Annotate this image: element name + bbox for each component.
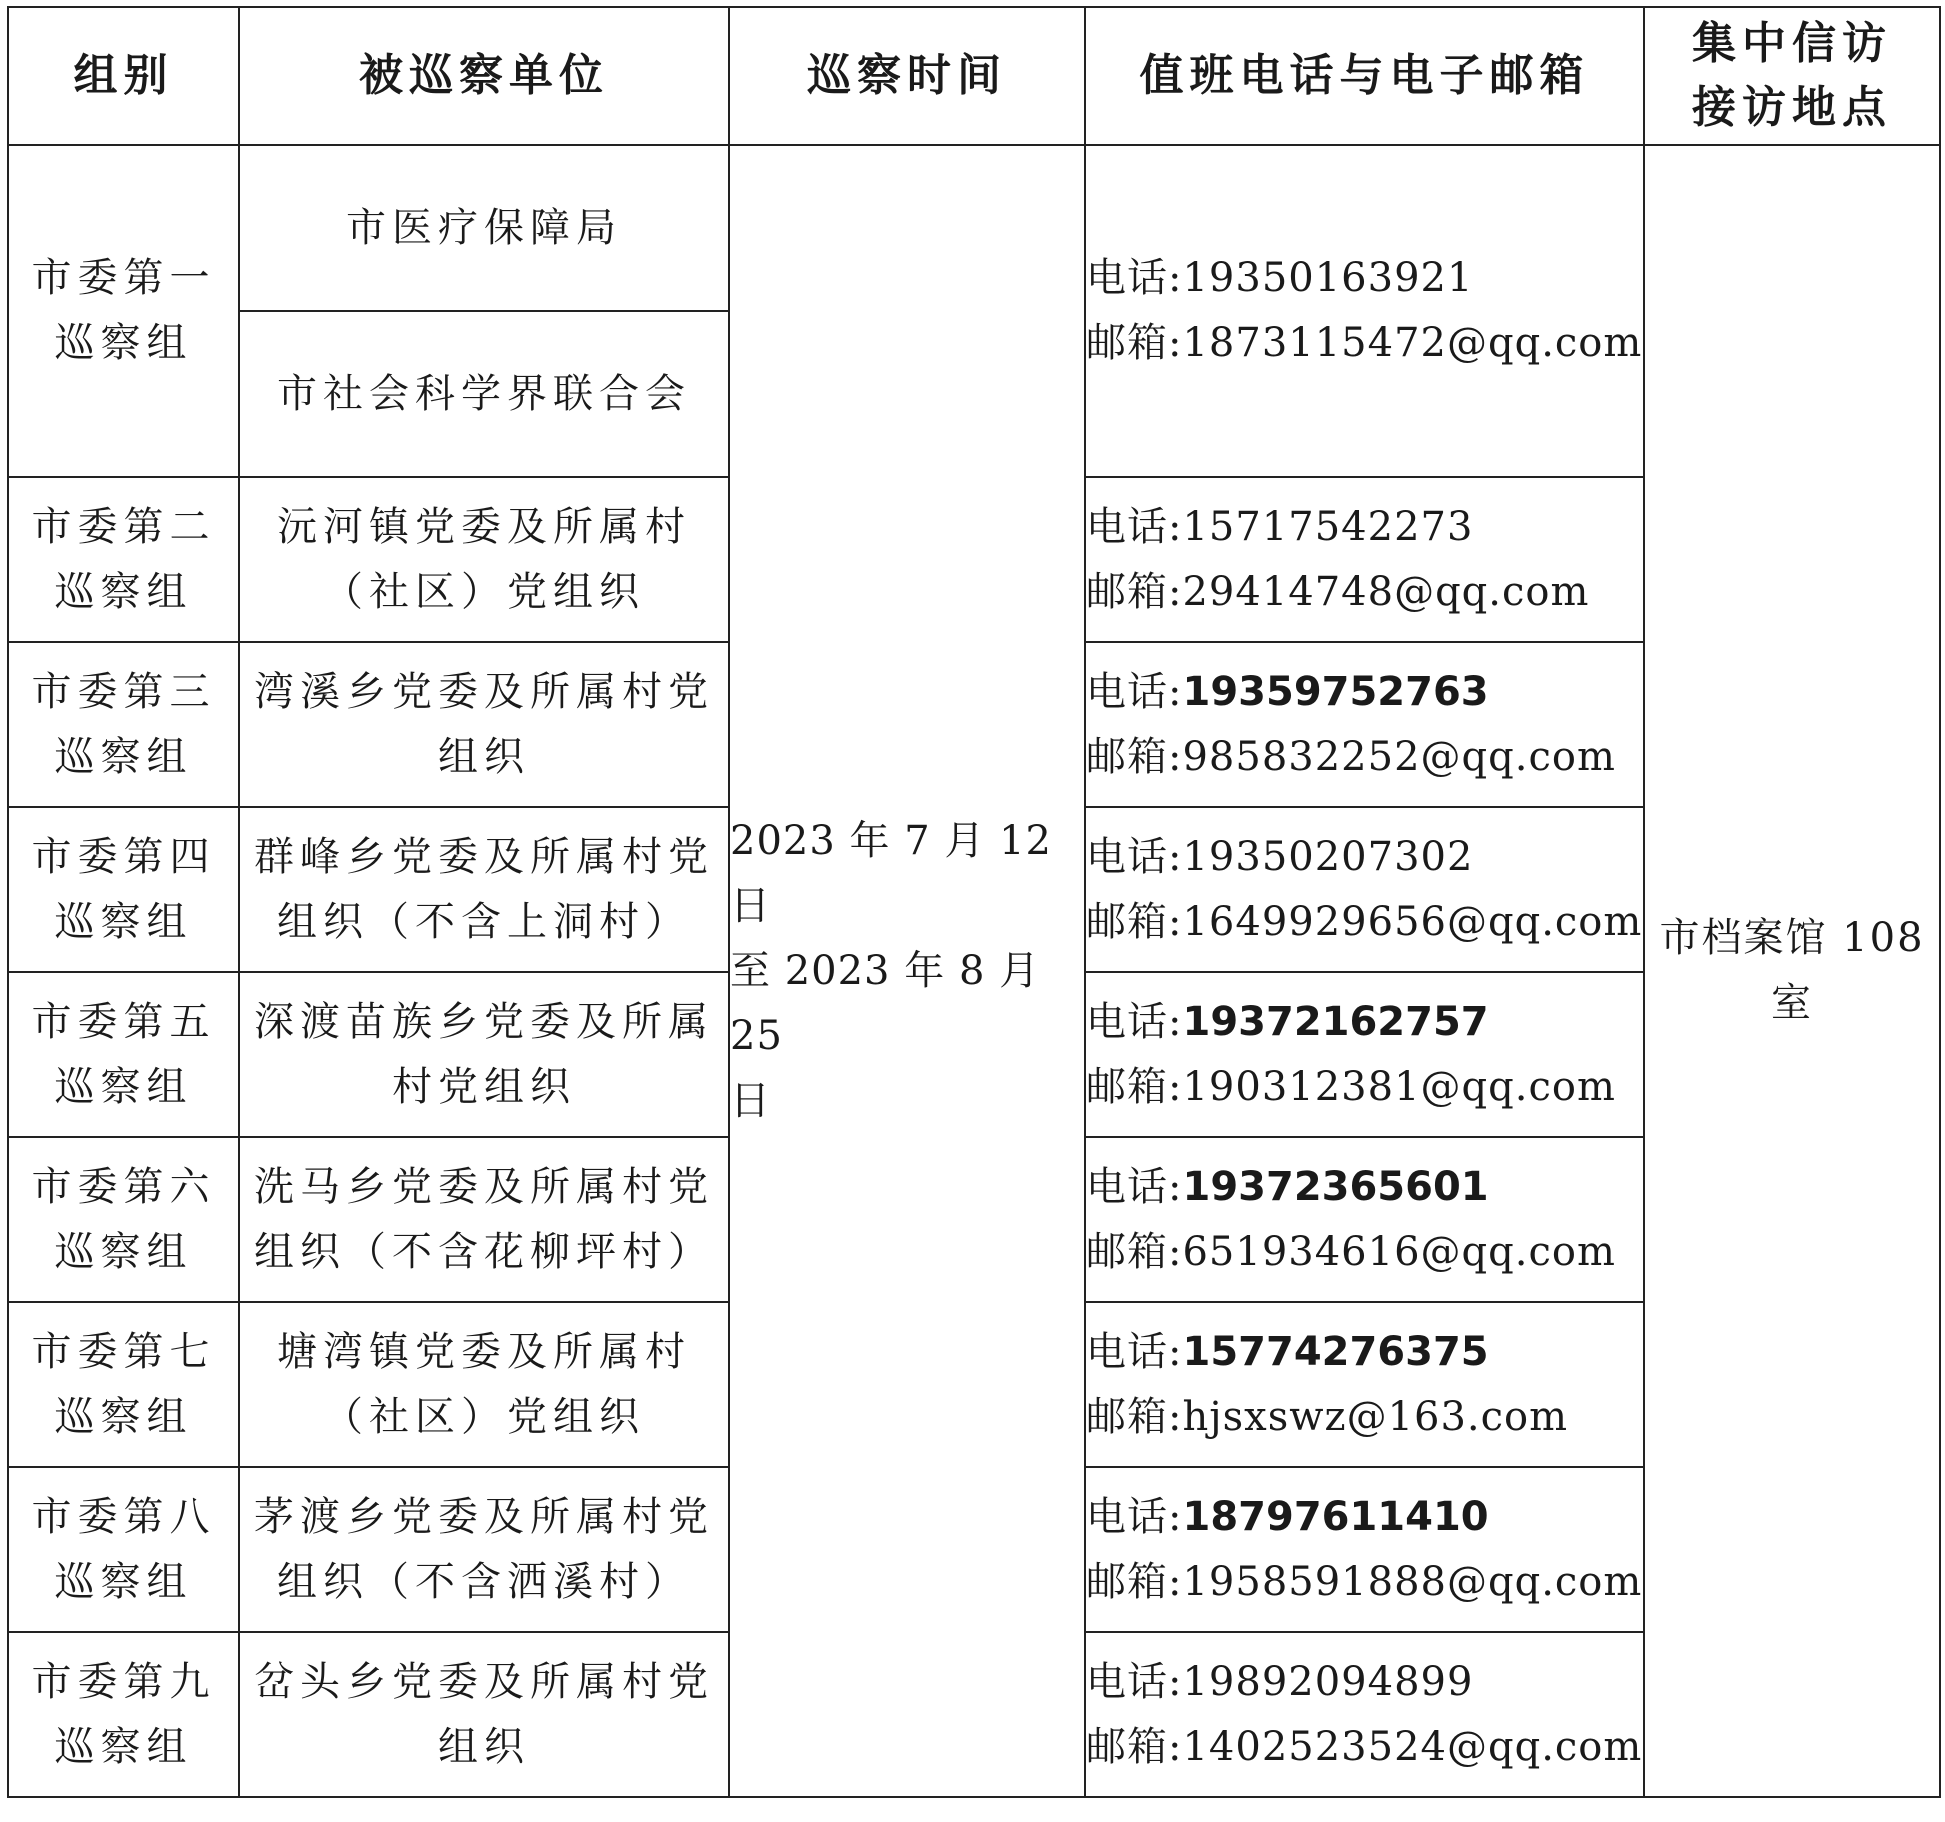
phone-number: 19892094899: [1182, 1658, 1474, 1705]
email-address: 1873115472@qq.com: [1182, 320, 1643, 366]
email-address: 1958591888@qq.com: [1182, 1558, 1643, 1605]
inspection-time-cell: [729, 145, 1085, 1797]
location-line1: 市档案馆 108: [1659, 915, 1925, 961]
group-name-cell: 市委第七 巡察组: [8, 1302, 239, 1467]
group-name-cell: 市委第三 巡察组: [8, 642, 239, 807]
table-row: [8, 145, 1940, 311]
phone-number: 19372365601: [1182, 1163, 1489, 1210]
phone-number: 18797611410: [1182, 1493, 1489, 1540]
unit-cell: 岔头乡党委及所属村党 组织: [239, 1632, 729, 1797]
unit-cell: 洗马乡党委及所属村党 组织（不含花柳坪村）: [239, 1137, 729, 1302]
header-unit: 被巡察单位: [239, 7, 729, 145]
group-name-line1: 市委第一: [31, 255, 216, 301]
contact-cell: [1085, 145, 1644, 477]
phone-line: 电话:19350163921: [1086, 255, 1474, 301]
email-address: 985832252@qq.com: [1182, 733, 1616, 780]
unit-cell: 市医疗保障局: [239, 145, 729, 311]
group-name-cell: 市委第九 巡察组: [8, 1632, 239, 1797]
inspection-schedule-table: [7, 6, 1941, 1798]
unit-cell: 湾溪乡党委及所属村党 组织: [239, 642, 729, 807]
contact-cell: 电话:19892094899 邮箱:1402523524@qq.com: [1085, 1632, 1644, 1797]
phone-number: 19350163921: [1182, 255, 1474, 301]
location-line2: 室: [1771, 980, 1813, 1026]
group-name-cell: 市委第六 巡察组: [8, 1137, 239, 1302]
visit-location-cell: [1644, 145, 1940, 1797]
group-name-cell: 市委第八 巡察组: [8, 1467, 239, 1632]
header-location-line1: 集中信访: [1692, 18, 1892, 69]
unit-cell: 茅渡乡党委及所属村党 组织（不含洒溪村）: [239, 1467, 729, 1632]
time-line1: 2023 年 7 月 12 日: [730, 817, 1053, 929]
email-address: 1649929656@qq.com: [1182, 898, 1643, 945]
header-location: [1644, 7, 1940, 145]
phone-number: 19350207302: [1182, 833, 1474, 880]
header-time: 巡察时间: [729, 7, 1085, 145]
header-location-line2: 接访地点: [1692, 82, 1892, 133]
phone-number: 15717542273: [1182, 503, 1474, 550]
email-address: hjsxswz@163.com: [1182, 1393, 1569, 1440]
unit-cell: 群峰乡党委及所属村党 组织（不含上洞村）: [239, 807, 729, 972]
phone-number: 15774276375: [1182, 1328, 1489, 1375]
unit-cell: 沅河镇党委及所属村 （社区）党组织: [239, 477, 729, 642]
unit-cell: 塘湾镇党委及所属村 （社区）党组织: [239, 1302, 729, 1467]
group-name-line2: 巡察组: [54, 320, 193, 366]
contact-cell: 电话:19350207302 邮箱:1649929656@qq.com: [1085, 807, 1644, 972]
contact-cell: 电话:19359752763 邮箱:985832252@qq.com: [1085, 642, 1644, 807]
contact-cell: 电话:15717542273 邮箱:29414748@qq.com: [1085, 477, 1644, 642]
header-contact: 值班电话与电子邮箱: [1085, 7, 1644, 145]
unit-cell: 深渡苗族乡党委及所属 村党组织: [239, 972, 729, 1137]
email-line: 邮箱:1873115472@qq.com: [1086, 320, 1643, 366]
contact-cell: 电话:19372365601 邮箱:651934616@qq.com: [1085, 1137, 1644, 1302]
contact-cell: 电话:15774276375 邮箱:hjsxswz@163.com: [1085, 1302, 1644, 1467]
email-address: 29414748@qq.com: [1182, 568, 1590, 615]
group-name-cell: [8, 145, 239, 477]
unit-cell: 市社会科学界联合会: [239, 311, 729, 477]
contact-cell: 电话:19372162757 邮箱:190312381@qq.com: [1085, 972, 1644, 1137]
time-line2: 至 2023 年 8 月 25: [730, 947, 1041, 1059]
header-group: 组别: [8, 7, 239, 145]
group-name-cell: 市委第二 巡察组: [8, 477, 239, 642]
phone-number: 19372162757: [1182, 998, 1489, 1045]
contact-cell: 电话:18797611410 邮箱:1958591888@qq.com: [1085, 1467, 1644, 1632]
time-line3: 日: [730, 1077, 771, 1124]
email-address: 190312381@qq.com: [1182, 1063, 1616, 1110]
group-name-cell: 市委第五 巡察组: [8, 972, 239, 1137]
phone-number: 19359752763: [1182, 668, 1489, 715]
email-address: 1402523524@qq.com: [1182, 1723, 1643, 1770]
header-row: [8, 7, 1940, 145]
group-name-cell: 市委第四 巡察组: [8, 807, 239, 972]
email-address: 651934616@qq.com: [1182, 1228, 1616, 1275]
